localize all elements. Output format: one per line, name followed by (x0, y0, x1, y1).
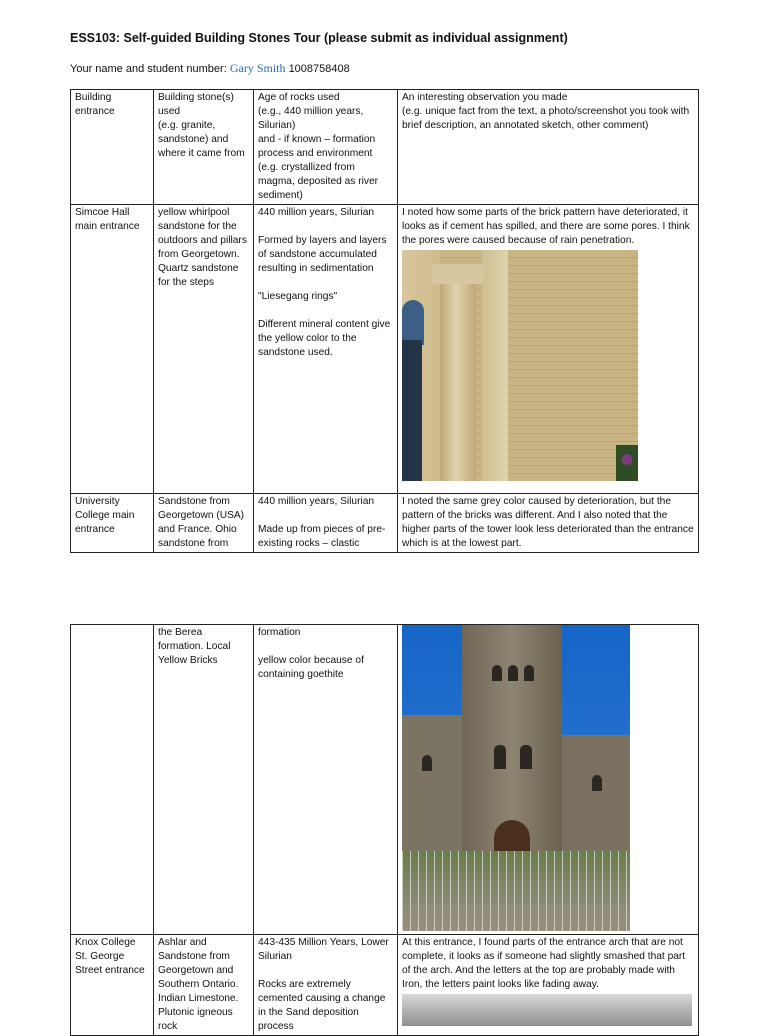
stone-cell: yellow whirlpool sandstone for the outdoors and pillars from Georgetown. Quartz sandstone for the steps (154, 205, 254, 494)
entrance-cell: Simcoe Hall main entrance (71, 205, 154, 494)
stone-cell: the Berea formation. Local Yellow Bricks (154, 625, 254, 935)
observation-text: I noted how some parts of the brick pattern have deteriorated, it looks as if cement has spilled, and there are some pores. I think the pores were caused because of rain penetration. (402, 207, 690, 246)
simcoe-hall-photo (402, 250, 638, 481)
name-label: Your name and student number: (70, 63, 227, 75)
entrance-cell: University College main entrance (71, 494, 154, 553)
photo-column (440, 278, 476, 481)
photo-window (520, 745, 532, 769)
photo-window (422, 755, 432, 771)
header-observation: An interesting observation you made (e.g. unique fact from the text, a photo/screenshot you took with brief description, an annotated sketch, other comment) (398, 90, 699, 205)
photo-fence (402, 851, 630, 931)
age-cell: formation yellow color because of containing goethite (254, 625, 398, 935)
observation-cell: I noted the same grey color caused by deterioration, but the pattern of the bricks was different. And I also noted that the higher parts of the tower look less deteriorated than the entrance which is at the lowest part. (398, 494, 699, 553)
photo-door (402, 340, 422, 481)
document-title: ESS103: Self-guided Building Stones Tour (please submit as individual assignment) (70, 31, 568, 45)
table-row (71, 494, 699, 553)
header-building-stone: Building stone(s) used (e.g. granite, sandstone) and where it came from (154, 90, 254, 205)
observation-cell (398, 205, 699, 494)
table-row (71, 205, 699, 494)
observation-cell (398, 625, 699, 935)
photo-window (592, 775, 602, 791)
photo-column-capital (432, 264, 484, 284)
tour-table-page-2 (70, 624, 699, 1036)
photo-flowers (616, 445, 638, 481)
student-line (70, 61, 350, 76)
observation-cell (398, 935, 699, 1036)
student-name: Gary Smith (229, 61, 286, 75)
knox-college-photo (402, 994, 692, 1026)
table-row (71, 935, 699, 1036)
observation-text: At this entrance, I found parts of the entrance arch that are not complete, it looks as if someone had slightly smashed that part of the arch. And the letters at the top are probably made with Iron, the letters paint looks like fading away. (402, 937, 686, 990)
student-number: 1008758408 (288, 63, 350, 75)
photo-window (494, 745, 506, 769)
stone-cell: Sandstone from Georgetown (USA) and France. Ohio sandstone from (154, 494, 254, 553)
age-cell: 440 million years, Silurian Made up from pieces of pre-existing rocks – clastic (254, 494, 398, 553)
photo-pilaster (482, 250, 508, 481)
photo-window (508, 665, 518, 681)
tour-table-page-1 (70, 89, 699, 553)
table-header-row (71, 90, 699, 205)
entrance-cell-empty (71, 625, 154, 935)
header-building-entrance: Building entrance (71, 90, 154, 205)
age-cell: 443-435 Million Years, Lower Silurian Rocks are extremely cemented causing a change in the Sand deposition process (254, 935, 398, 1036)
age-cell: 440 million years, Silurian Formed by layers and layers of sandstone accumulated resulting in sedimentation "Liesegang rings" Different mineral content give the yellow color to the sandstone used. (254, 205, 398, 494)
photo-window (492, 665, 502, 681)
photo-window (524, 665, 534, 681)
stone-cell: Ashlar and Sandstone from Georgetown and Southern Ontario. Indian Limestone. Plutonic igneous rock (154, 935, 254, 1036)
table-row-continued (71, 625, 699, 935)
header-age: Age of rocks used (e.g., 440 million years, Silurian) and - if known – formation process and environment (e.g. crystallized from magma, deposited as river sediment) (254, 90, 398, 205)
university-college-photo (402, 625, 630, 931)
entrance-cell: Knox College St. George Street entrance (71, 935, 154, 1036)
photo-window-arch (402, 300, 424, 345)
